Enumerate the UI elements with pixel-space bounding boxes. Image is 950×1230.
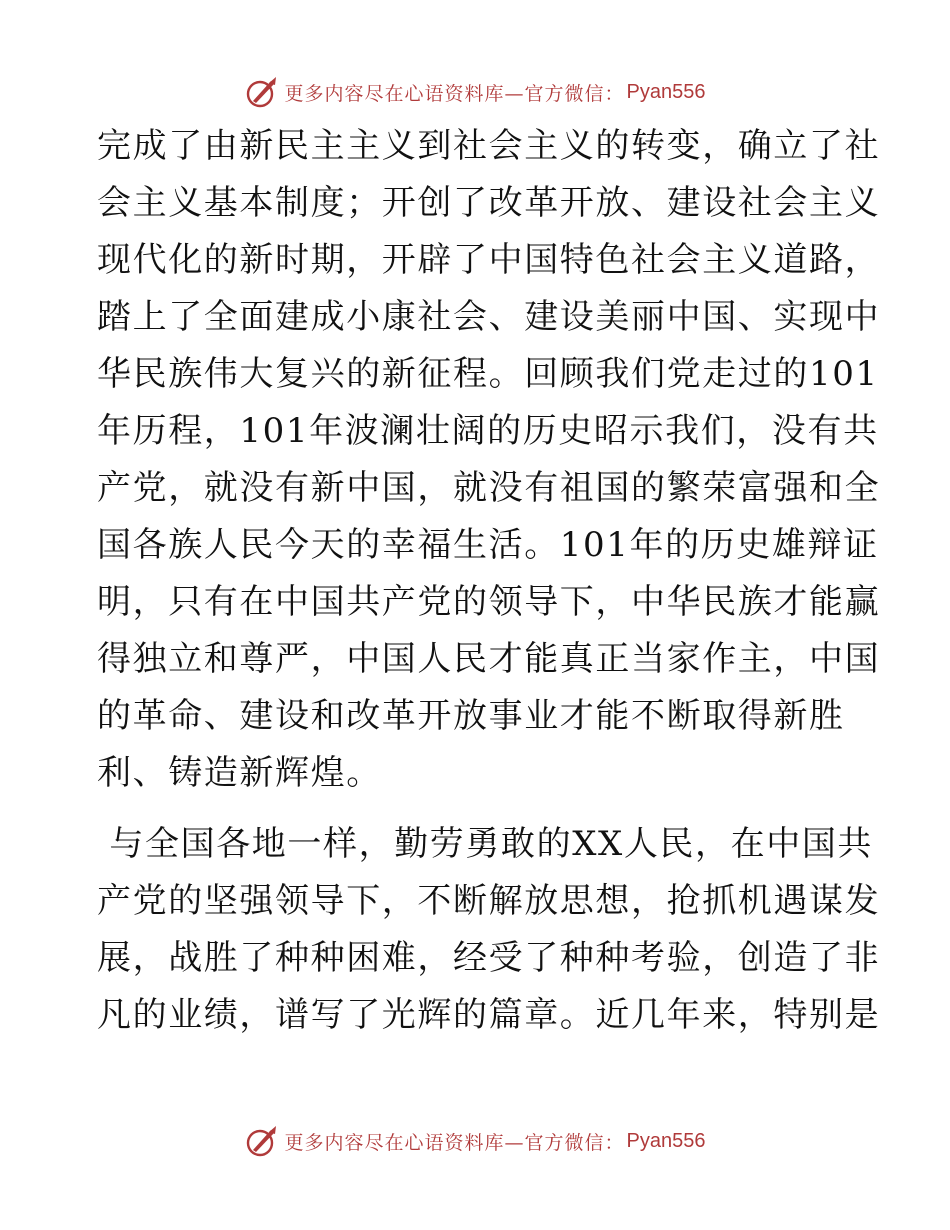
- text-line: 华民族伟大复兴的新征程。回顾我们党走过的101: [97, 354, 879, 394]
- text-line: 明，只有在中国共产党的领导下，中华民族才能赢: [97, 582, 881, 622]
- text-line: 与全国各地一样，勤劳勇敢的XX人民，在中国共: [97, 824, 874, 864]
- text-line: 凡的业绩，谱写了光辉的篇章。近几年来，特别是: [97, 995, 881, 1035]
- document-body: [97, 118, 881, 1044]
- text-line: 得独立和尊严，中国人民才能真正当家作主，中国: [97, 639, 881, 679]
- footer-banner-account: Pyan556: [626, 1129, 706, 1152]
- footer-banner-text: 更多内容尽在心语资料库—官方微信：: [284, 1131, 625, 1154]
- header-banner: [0, 72, 950, 112]
- text-line: 国各族人民今天的幸福生活。101年的历史雄辩证: [97, 525, 879, 565]
- paragraph-gap: [97, 802, 857, 816]
- quill-pen-logo-icon: [245, 75, 279, 109]
- text-line: 产党，就没有新中国，就没有祖国的繁荣富强和全: [97, 468, 881, 508]
- text-line: 踏上了全面建成小康社会、建设美丽中国、实现中: [97, 297, 881, 337]
- quill-pen-logo-icon: [245, 1124, 279, 1158]
- text-line: 展，战胜了种种困难，经受了种种考验，创造了非: [97, 938, 881, 978]
- header-banner-account: Pyan556: [626, 80, 706, 103]
- footer-banner: [0, 1121, 950, 1161]
- text-line: 完成了由新民主主义到社会主义的转变，确立了社: [97, 126, 881, 166]
- header-banner-text: 更多内容尽在心语资料库—官方微信：: [284, 82, 625, 105]
- text-line: 会主义基本制度；开创了改革开放、建设社会主义: [97, 183, 881, 223]
- paragraph-1: [97, 118, 881, 802]
- text-line: 产党的坚强领导下，不断解放思想，抢抓机遇谋发: [97, 881, 881, 921]
- text-line: 的革命、建设和改革开放事业才能不断取得新胜: [97, 696, 845, 736]
- text-line: 现代化的新时期，开辟了中国特色社会主义道路，: [97, 240, 881, 280]
- paragraph-2: [97, 816, 881, 1044]
- text-line: 年历程，101年波澜壮阔的历史昭示我们，没有共: [97, 411, 879, 451]
- text-line: 利、铸造新辉煌。: [97, 753, 382, 793]
